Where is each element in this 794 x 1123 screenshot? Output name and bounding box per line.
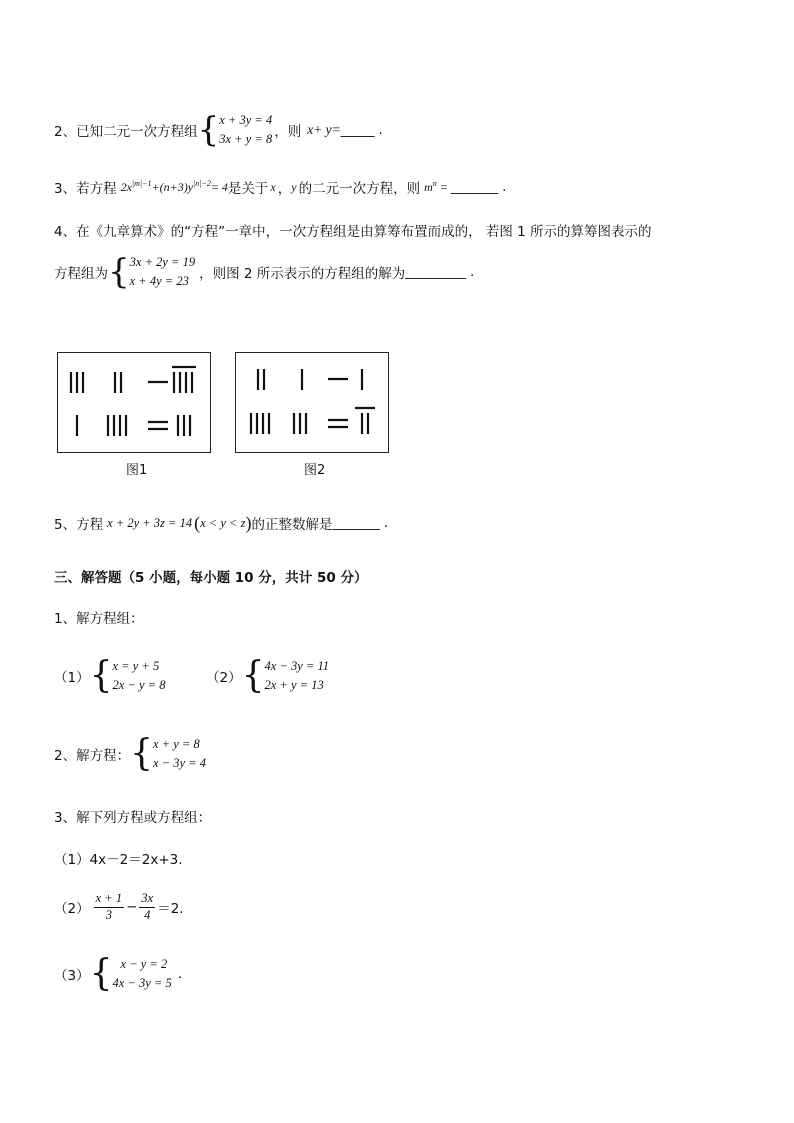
answer-1-part2 [206, 656, 329, 696]
question-4-line2 [54, 254, 474, 290]
a1-p1-system [90, 657, 166, 696]
a3-f1-numerator: x + 1 [94, 891, 124, 908]
q2-eq1: x + 3y = 4 [219, 112, 273, 127]
q2-equation-system [198, 111, 273, 150]
a1-p2-label: （2） [206, 670, 242, 686]
q5-answer-blank: _______ [332, 515, 380, 531]
figure-2-caption: 图2 [304, 463, 326, 478]
a3-f2-numerator: 3x [139, 891, 155, 908]
figure-2-counting-rods [235, 352, 389, 453]
a3-p1-label: （1） [54, 852, 90, 868]
a3-p2-rhs: ＝2. [157, 901, 184, 917]
section-3-title: 三、解答题（5 小题，每小题 10 分，共计 50 分） [54, 570, 368, 586]
left-brace-icon: { [197, 110, 220, 150]
counting-rods-figure-2-icon [236, 353, 388, 452]
q3-m: m [424, 180, 433, 194]
q3-end: . [502, 179, 507, 195]
q3-mn [424, 179, 451, 195]
q4-equation-system [108, 253, 195, 292]
q3-equation [121, 179, 228, 195]
left-paren-icon: ( [194, 512, 201, 533]
q2-mid: ，则 [274, 124, 302, 140]
q4-end: . [470, 264, 475, 280]
a3-p3-system [90, 955, 172, 994]
a2-title: 2、解方程： [54, 748, 131, 764]
answer-1-part1 [54, 656, 165, 696]
q2-eq2: 3x + y = 8 [219, 132, 273, 146]
a3-f2-denominator: 4 [144, 907, 151, 922]
question-5 [54, 513, 388, 533]
left-brace-icon: { [130, 733, 153, 774]
a3-fraction-1 [94, 891, 124, 923]
q3-exponent-2: |n|−2 [193, 179, 211, 188]
answer-1-title: 1、解方程组： [54, 611, 144, 627]
a3-p3-end: . [177, 966, 183, 982]
a3-minus: − [126, 899, 138, 915]
a3-p2-label: （2） [54, 901, 90, 917]
q4-answer-blank: _________ [405, 264, 467, 280]
q5-condition: x < y < z [200, 515, 246, 530]
q5-end: . [383, 515, 389, 531]
q2-expr: x+ y= [307, 122, 341, 137]
q3-eq-part-a: 2x [120, 180, 132, 194]
a1-p1-label: （1） [54, 670, 90, 686]
q3-var-x: x [270, 179, 276, 194]
q2-answer-blank: _____ [340, 122, 375, 138]
a2-eq2: x − 3y = 4 [153, 756, 206, 770]
a3-p3-eq2: 4x − 3y = 5 [112, 976, 172, 990]
q3-prefix: 3、若方程 [54, 181, 117, 197]
counting-rods-figure-1-icon [58, 353, 210, 452]
q5-equation: x + 2y + 3z = 14 [107, 515, 193, 530]
answer-2 [54, 734, 206, 774]
q2-end: . [378, 122, 383, 138]
a3-p3-label: （3） [54, 968, 90, 984]
q3-n: n [432, 179, 437, 188]
answer-3-part3 [54, 954, 182, 994]
left-brace-icon: { [89, 953, 113, 994]
q3-eq-part-b: +(n+3)y [151, 180, 194, 194]
q4-prefix: 方程组为 [54, 266, 108, 282]
q3-equals: = [439, 180, 448, 194]
a3-p1-equation: 4x－2＝2x+3. [89, 852, 183, 868]
left-brace-icon: { [241, 655, 265, 696]
q2-prefix: 2、已知二元一次方程组 [54, 124, 198, 140]
figure-1-caption: 图1 [126, 463, 148, 478]
q5-prefix: 5、方程 [54, 517, 104, 533]
a3-fraction-2 [139, 891, 155, 923]
a1-p1-eq1: x = y + 5 [112, 658, 160, 673]
q5-mid: 的正整数解是 [251, 517, 333, 533]
q4-mid: ，则图 2 所示表示的方程组的解为 [199, 266, 406, 282]
question-3 [54, 177, 506, 197]
q3-var-y: y [291, 179, 297, 194]
right-paren-icon: ) [245, 512, 252, 533]
q3-eq-part-c: = 4 [210, 180, 228, 194]
answer-3-title: 3、解下列方程或方程组： [54, 810, 212, 826]
answer-3-part1 [54, 848, 183, 868]
a1-p2-system [242, 657, 329, 696]
q3-exponent-1: |m|−1 [131, 179, 152, 188]
a1-p1-eq2: 2x − y = 8 [112, 678, 166, 692]
q4-eq1: 3x + 2y = 19 [129, 254, 196, 269]
a1-p2-eq1: 4x − 3y = 11 [264, 658, 330, 673]
figure-1-counting-rods [57, 352, 211, 453]
a3-f1-denominator: 3 [105, 907, 112, 922]
q4-eq2: x + 4y = 23 [129, 274, 189, 288]
q3-mid1: 是关于 [227, 181, 269, 197]
question-2 [54, 112, 383, 148]
q3-answer-blank: _______ [450, 179, 499, 195]
question-4-line1: 4、在《九章算术》的“方程”一章中，一次方程组是由算筹布置而成的， 若图 1 所示的算筹图表示的 [54, 224, 652, 240]
a3-p3-eq1: x − y = 2 [120, 956, 168, 971]
a2-eq1: x + y = 8 [153, 736, 200, 751]
a2-system [130, 735, 206, 774]
left-brace-icon: { [108, 252, 130, 292]
answer-3-part2 [54, 889, 184, 925]
q3-sep: ， [277, 181, 292, 197]
q3-mid2: 的二元一次方程，则 [298, 181, 421, 197]
a1-p2-eq2: 2x + y = 13 [264, 678, 324, 692]
left-brace-icon: { [89, 655, 113, 696]
